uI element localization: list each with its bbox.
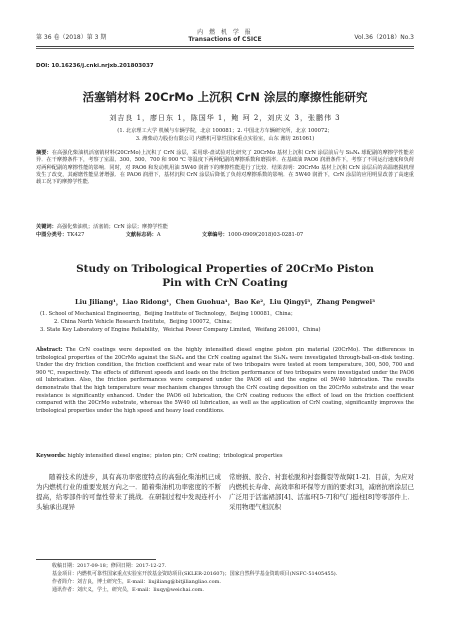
intro-column-right: 常磨损、胶合、衬套松脱和衬套撕裂等故障[1-2]．目前，为应对内燃机长寿命、高效率和环保等方面的要求[3]，减磨抗磨涂层已广泛用于活塞裙部[4]、活塞环[5-7]和气门挺柱[8]等零部件上．采用物理气相沉积 <box>229 473 414 511</box>
affiliation-en-3: 3. State Key Laboratory of Engine Reliability，Weichai Power Company Limited，Weifang 261001，China) <box>40 327 321 333</box>
footnote-author: 作者简介：刘吉良，博士研究生，E-mail：liujiliang@bitjiliangliao.com. <box>52 579 221 585</box>
doc-code-value: A <box>156 232 161 238</box>
header-rule-thin <box>36 48 414 49</box>
footnote-corresponding: 通讯作者：刘庆义，学士，研究员，E-mail：liuqy@weichai.com. <box>52 587 204 593</box>
footnote-received: 收稿日期：2017-09-18；修回日期：2017-12-27. <box>52 563 167 569</box>
affiliations-en <box>40 310 410 334</box>
footnote-rule <box>36 559 156 560</box>
journal-name-en: Transactions of CSICE <box>188 36 262 43</box>
clc-value: TK427 <box>67 232 85 238</box>
header-rule <box>36 46 414 47</box>
journal-name-cn: 内 燃 机 学 报 <box>197 29 253 36</box>
abstract-en-label: Abstract: <box>36 347 63 353</box>
authors-cn: 刘吉良 1，廖日东 1，陈国华 1，鲍 珂 2，刘庆义 3，张鹏伟 3 <box>109 114 341 122</box>
keywords-en-text: highly intensified diesel engine；piston pin；CrN coating；tribological properties <box>67 453 283 459</box>
footnotes <box>52 562 414 594</box>
article-no-value: 1000-0909(2018)03-0281-07 <box>227 232 304 238</box>
classification-line <box>36 232 414 239</box>
title-cn: 活塞销材料 20CrMo 上沉积 CrN 涂层的摩擦性能研究 <box>82 90 368 104</box>
keywords-cn-text: 高强化柴油机；活塞销；CrN 涂层；摩擦学性能 <box>56 224 168 230</box>
affiliation-en-2: 2. China North Vehicle Research Institute，Beijing 100072，China； <box>54 319 235 325</box>
abstract-en <box>36 347 414 415</box>
abstract-cn <box>36 150 414 186</box>
abstract-cn-text: 在高强化柴油机活塞销材料(20CrMo)上沉积了 CrN 涂层，采用球-盘试验对比研究了 20CrMo 基材上沉积 CrN 涂层前后与 Si₃N₄ 球配副的摩擦学性能差异．在干摩擦条件下，考察了室温、300、500、700 和 900 ℃ 等温度下两种配副的摩擦系数和磨损率．在基础油 PAO6 润滑条件下，考察了不同运行速度和负荷对两种配副的摩擦性能的影响．同时，对 PAO6 和发动机用油 5W40 润滑下的摩擦性能进行了比较．结果表明：20CrMo 基材上沉积 CrN 涂层后的高温磨损机理发生了改变，其耐磨性能显著增强．在 PAO6 润滑下，基材沉积 CrN 涂层后降低了负荷对摩擦系数的影响．在 5W40 润滑下，CrN 涂层的应用明显改善了高速重载工况下的摩擦学性能． <box>36 150 414 186</box>
abstract-cn-label: 摘要： <box>36 150 52 156</box>
doi: DOI: 10.16236/j.cnki.nrjxb.201803037 <box>36 63 154 69</box>
keywords-cn-label: 关键词： <box>36 224 57 230</box>
keywords-cn <box>36 224 414 231</box>
clc-label: 中图分类号： <box>36 232 68 238</box>
affiliations-cn: (1. 北京理工大学 机械与车辆学院，北京 100081；2. 中国北方车辆研究所，北京 100072； 3. 潍柴动力股份有限公司 内燃机可靠性国家重点实验室，山东 潍坊 261061) <box>117 128 333 142</box>
article-no-label: 文章编号： <box>201 232 228 238</box>
running-header-left: 第 36 卷（2018）第 3 期 <box>36 34 107 41</box>
running-header-right: Vol.36（2018）No.3 <box>354 34 414 41</box>
intro-column-left: 随着技术的进步，具有高功率密度特点的高强化柴油机已成为内燃机行业的重要发展方向之一．随着柴油机功率密度的不断提高，给零部件的可靠性带来了挑战．在研制过程中发现连杆小头轴承出现异 <box>36 473 221 511</box>
doc-code-label: 文献标志码： <box>125 232 157 238</box>
keywords-en <box>36 453 414 460</box>
abstract-en-text: The CrN coatings were deposited on the highly intensified diesel engine piston pin material (20CrMo). The differences in tribological properties of the 20CrMo against the Si₃N₄ and the CrN coating against the Si₃N₄ were investigated through-ball-on-disk testing. Under the dry friction condition, the friction coefficient and wear rate of two tribopairs were tested at room temperature, 300, 500, 700 and 900 ℃, respectively. The effects of different speeds and loads on the friction performance of two tribopairs were investigated under the PAO6 oil lubrication. Also, the friction performances were compared under the PAO6 oil and the engine oil 5W40 lubrication. The results demonstrate that the high temperature wear mechanism changes through the CrN coating deposition on the 20CrMo substrate and the wear resistance is significantly enhanced. Under the PAO6 oil lubrication, the CrN coating reduces the effect of load on the friction coefficient compared with the 20CrMo substrate, whereas the 5W40 oil lubrication, as well as the application of CrN coating, significantly improves the tribological properties under the high speed and heavy load conditions. <box>36 347 414 414</box>
footnote-funding: 基金项目：内燃机可靠性国家重点实验室开放基金资助项目(SKLER-201607)；国家自然科学基金资助项目(NSFC-51405455). <box>52 571 338 577</box>
keywords-en-label: Keywords: <box>36 453 66 459</box>
title-en: Study on Tribological Properties of 20CrMo Piston Pin with CrN Coating <box>76 263 374 289</box>
authors-en: Liu Jiliang¹，Liao Ridong¹，Chen Guohua¹，Bao Ke²，Liu Qingyi³，Zhang Pengwei³ <box>75 298 375 306</box>
affiliation-en-1: (1. School of Mechanical Engineering，Beijing Institute of Technology，Beijing 100081，China； <box>40 311 296 317</box>
